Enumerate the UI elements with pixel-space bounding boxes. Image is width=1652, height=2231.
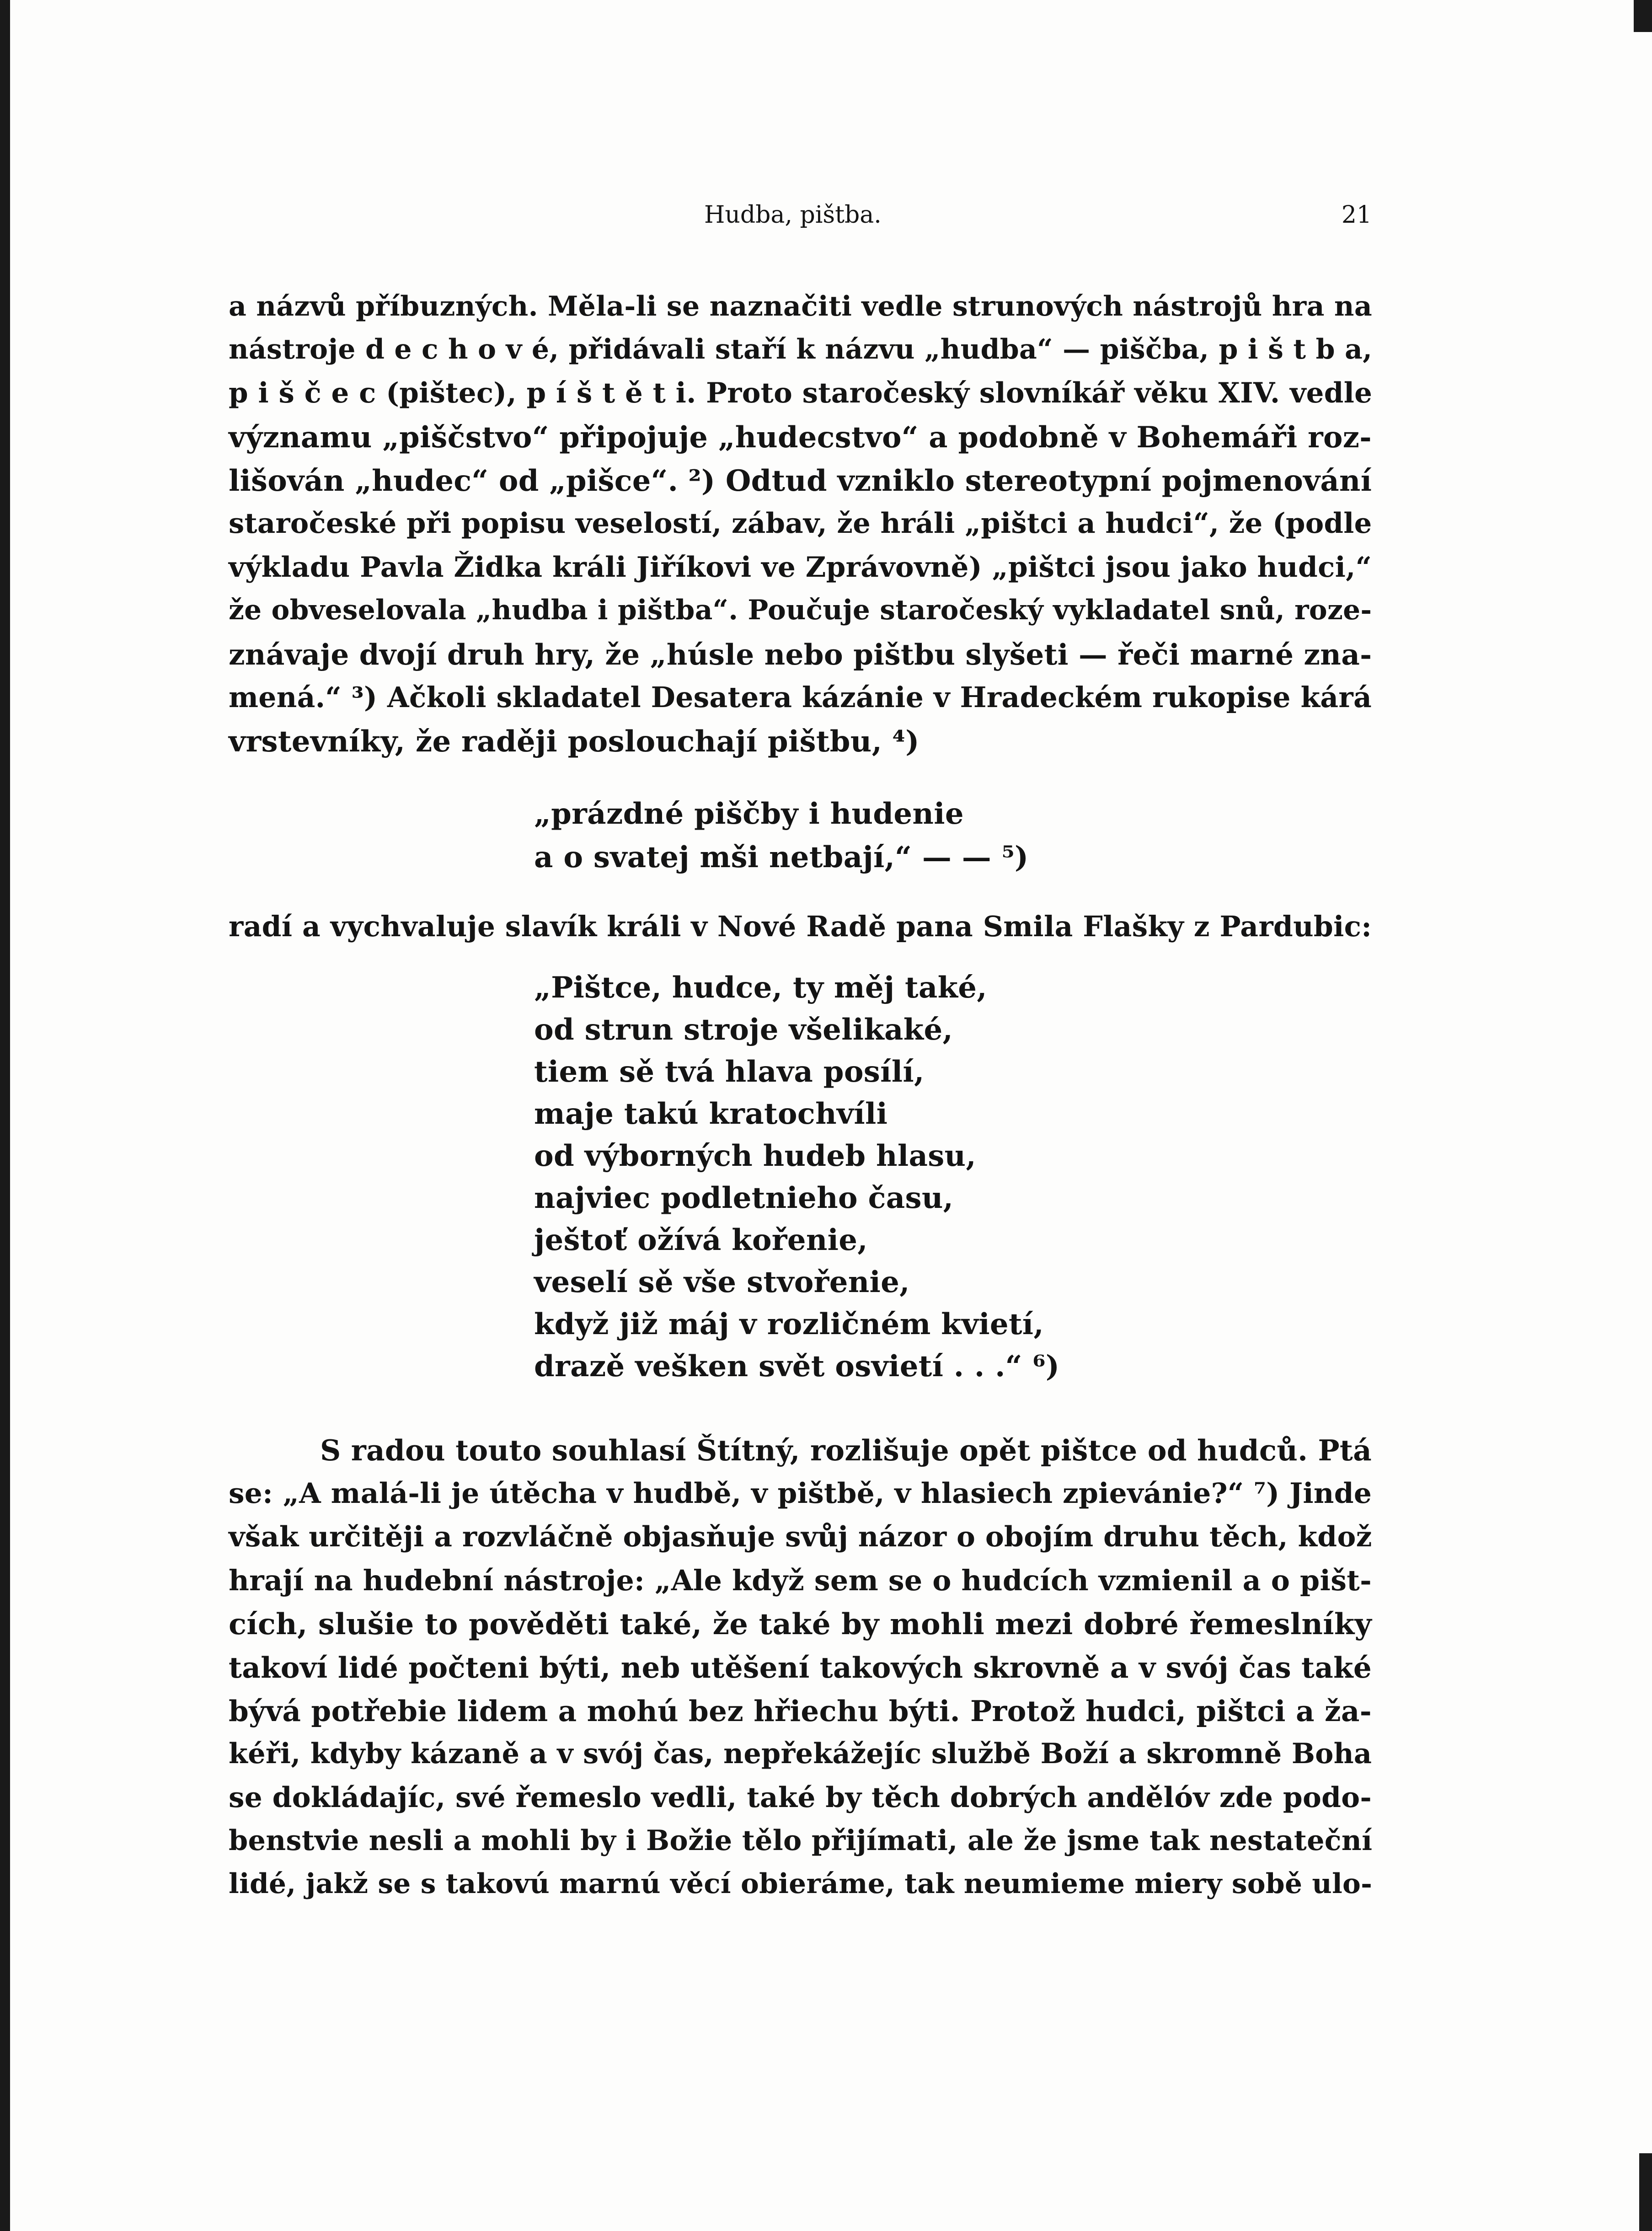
running-header [229, 201, 1372, 238]
verse-line: od výborných hudeb hlasu, [534, 1139, 976, 1173]
text-line: hrají na hudební nástroje: „Ale když sem se o hudcích vzmienil a o pišt- [229, 1564, 1372, 1597]
verse-line: „Pištce, hudce, ty měj také, [534, 971, 987, 1005]
verse-line: „prázdné piščby i hudenie [534, 797, 964, 831]
verse-line: veselí sě vše stvořenie, [534, 1265, 910, 1299]
page-number: 21 [1341, 201, 1372, 229]
text-line: významu „piščstvo“ připojuje „hudecstvo“ a podobně v Bohemáři roz- [229, 420, 1372, 455]
scan-border-bottom-right [1639, 2153, 1652, 2231]
text-line: výkladu Pavla Židka králi Jiříkovi ve Zprávovně) „pištci jsou jako hudci,“ [229, 551, 1372, 584]
text-line: kéři, kdyby kázaně a v svój čas, nepřekážejíc službě Boží a skromně Boha [229, 1738, 1372, 1770]
running-title: Hudba, pištba. [704, 201, 882, 229]
verse-line: od strun stroje všelikaké, [534, 1013, 953, 1047]
text-line: p i š č e c (pištec), p í š t ě t i. Proto staročeský slovníkář věku XIV. vedle [229, 377, 1373, 409]
text-line: však určitěji a rozvláčně objasňuje svůj názor o obojím druhu těch, kdož [229, 1520, 1372, 1553]
text-line: že obveselovala „hudba i pištba“. Poučuje staročeský vykladatel snů, roze- [229, 594, 1372, 626]
scan-border-top-right [1634, 0, 1652, 32]
text-line: benstvie nesli a mohli by i Božie tělo přijímati, ale že jsme tak nestateční [229, 1824, 1373, 1857]
text-line: mená.“ ³) Ačkoli skladatel Desatera kázánie v Hradeckém rukopise kárá [229, 681, 1372, 714]
verse-line: maje takú kratochvíli [534, 1097, 888, 1131]
text-line: znávaje dvojí druh hry, že „húsle nebo pištbu slyšeti — řeči marné zna- [229, 638, 1372, 671]
text-line: vrstevníky, že raději poslouchají pištbu, ⁴) [229, 724, 920, 759]
text-line: se: „A malá-li je útěcha v hudbě, v pištbě, v hlasiech zpievánie?“ ⁷) Jinde [229, 1477, 1372, 1510]
text-line: radí a vychvaluje slavík králi v Nové Radě pana Smila Flašky z Pardubic: [229, 910, 1372, 943]
verse-line: když již máj v rozličném kvietí, [534, 1307, 1044, 1341]
text-line: lidé, jakž se s takovú marnú věcí obieráme, tak neumieme miery sobě ulo- [229, 1868, 1373, 1900]
text-line: se dokládajíc, své řemeslo vedli, také by těch dobrých andělóv zde podo- [229, 1781, 1372, 1814]
text-line: bývá potřebie lidem a mohú bez hřiechu býti. Protož hudci, pištci a ža- [229, 1694, 1372, 1728]
text-line: cích, slušie to pověděti také, že také by mohli mezi dobré řemeslníky [229, 1607, 1372, 1641]
text-line: nástroje d e c h o v é, přidávali staří k názvu „hudba“ — piščba, p i š t b a, [229, 333, 1373, 365]
text-line: staročeské při popisu veselostí, zábav, že hráli „pištci a hudci“, že (podle [229, 507, 1372, 540]
verse-line: tiem sě tvá hlava posílí, [534, 1055, 925, 1089]
scan-border-left [0, 0, 10, 2231]
text-line: S radou touto souhlasí Štítný, rozlišuje opět pištce od hudců. Ptá [320, 1433, 1372, 1467]
text-line: takoví lidé počteni býti, neb utěšení takových skrovně a v svój čas také [229, 1651, 1372, 1684]
verse-line: najviec podletnieho času, [534, 1181, 954, 1215]
text-line: lišován „hudec“ od „pišce“. ²) Odtud vzniklo stereotypní pojmenování [229, 464, 1372, 498]
verse-line: drazě vešken svět osvietí . . .“ ⁶) [534, 1349, 1060, 1384]
verse-line: ještoť ožívá kořenie, [534, 1223, 868, 1257]
verse-line: a o svatej mši netbají,“ — — ⁵) [534, 840, 1029, 874]
text-line: a názvů příbuzných. Měla-li se naznačiti vedle strunových nástrojů hra na [229, 290, 1372, 322]
